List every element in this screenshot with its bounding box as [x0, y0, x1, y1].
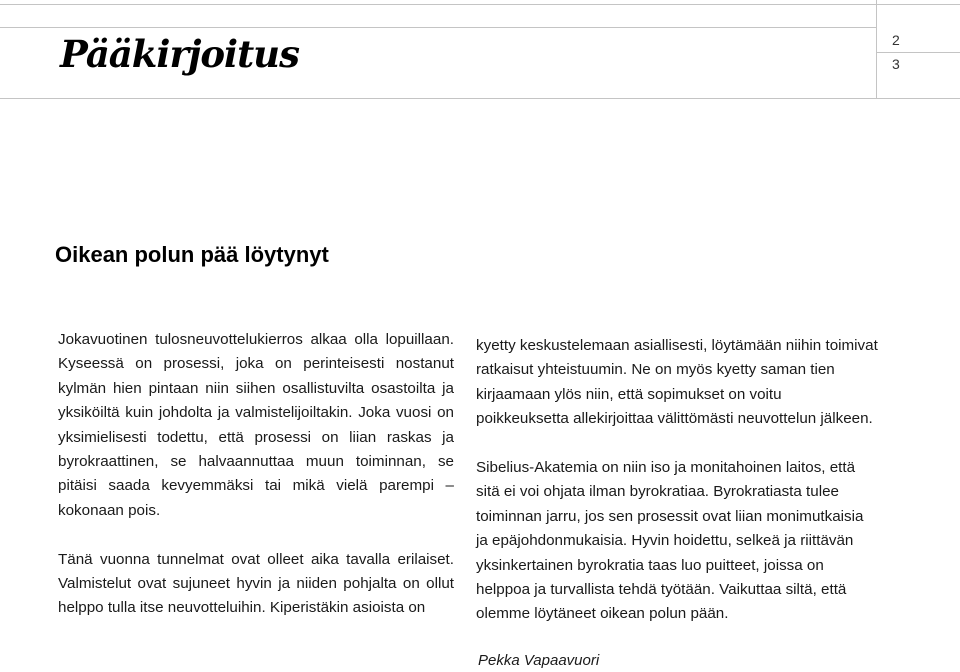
author-signature: Pekka Vapaavuori — [478, 652, 600, 669]
article-paragraph: Jokavuotinen tulosneuvottelukierros alkaa olla lopuillaan. Kyseessä on prosessi, joka on perinteisesti nostanut kylmän hien pintaan niin siihen osallistuvilta osastoilta ja yksiköiltä kuin johdolta ja valmistelijoiltakin. Joka vuosi on yksimielisesti todettu, että prosessi on liian raskas ja byrokraattinen, se halvaannuttaa muun toiminnan, se pitäisi saada kevyemmäksi tai mikä vielä parempi – kokonaan pois. — [58, 331, 454, 519]
page-number-divider — [877, 52, 960, 53]
article-paragraph: Tänä vuonna tunnelmat ovat olleet aika tavalla erilaiset. Valmistelut ovat sujuneet hyvin ja niiden pohjalta on ollut helppo tulla itse neuvotteluihin. Kiperistäkin asioista on — [58, 550, 454, 617]
article-paragraph: Sibelius-Akatemia on niin iso ja monitahoinen laitos, että sitä ei voi ohjata ilman byrokratiaa. Byrokratiasta tulee toiminnan jarru, jos sen prosessit ovat liian monimutkaisia ja epäjohdonmukaisia. Hyvin hoidettu, selkeä ja riittävän yksinkertainen byrokratia taas luo puitteet, joissa on helppoa ja turvallista tehdä työtään. Vaikuttaa siltä, että olemme löytäneet oikean polun pään. — [476, 459, 864, 623]
header-rule-top — [0, 4, 960, 5]
article-paragraph: kyetty keskustelemaan asiallisesti, löytämään niihin toimivat ratkaisut yhteistuumin. Ne on myös kyetty saman tien kirjaamaan ylös niin, että sopimukset on voitu poikkeuksetta allekirjoittaa välittömästi neuvottelun jälkeen. — [476, 337, 878, 428]
page-number-right: 3 — [892, 56, 900, 72]
article-headline: Oikean polun pää löytynyt — [55, 242, 329, 267]
header-divider — [876, 0, 877, 99]
header-rule-mid-left — [0, 27, 876, 28]
section-title: Pääkirjoitus — [60, 32, 299, 76]
article-column-right — [476, 334, 878, 627]
header-rule-bottom — [0, 98, 960, 99]
page-number-left: 2 — [892, 32, 900, 48]
article-column-left — [58, 328, 454, 621]
